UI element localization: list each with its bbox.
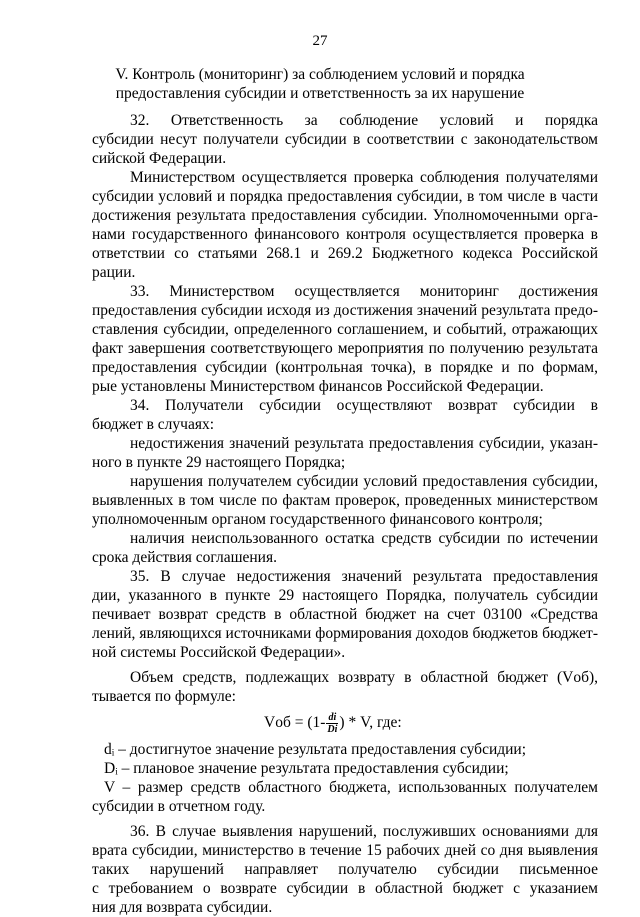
document-body xyxy=(92,111,598,917)
text-line: уполномоченным органом государственного финансового контроля; xyxy=(92,511,543,528)
text-line: ной системы Российской Федерации». xyxy=(92,644,346,661)
text-line: предоставления субсидии исходя из достижения значений результата предо- xyxy=(92,302,598,319)
formula-numerator: di xyxy=(326,712,338,724)
definition-line: V – размер средств областного бюджета, использованных получателем xyxy=(104,779,598,796)
section-title-line: предоставления субсидии и ответственность за их нарушение xyxy=(115,85,525,102)
text-line: врата субсидии, министерство в течение 15 рабочих дней со дня выявления xyxy=(92,842,598,859)
text-line: тывается по формуле: xyxy=(92,688,236,705)
text-line: рые установлены Министерством финансов Российской Федерации. xyxy=(92,378,544,395)
text-line: рации. xyxy=(92,264,136,281)
page-number: 27 xyxy=(312,33,328,49)
text-line: печивает возврат средств в областной бюджет на счет 03100 «Средства xyxy=(92,606,598,623)
text-line: ного в пункте 29 настоящего Порядка; xyxy=(92,454,346,471)
formula xyxy=(92,706,598,740)
text-line: ния для возврата субсидии. xyxy=(92,899,273,916)
text-line: бюджет в случаях: xyxy=(92,416,215,433)
text-line: 34. Получатели субсидии осуществляют возврат субсидии в xyxy=(130,397,598,414)
text-line: факт завершения соответствующего мероприятия по получению результата xyxy=(92,340,598,357)
text-line: нами государственного финансового контроля осуществляется проверка в xyxy=(92,226,598,243)
text-line: лений, являющихся источниками формирования доходов бюджетов бюджет- xyxy=(92,625,598,642)
text-line: субсидии несут получатели субсидии в соответствии с законодательством xyxy=(92,131,598,148)
definition-line: dᵢ – достигнутое значение результата предоставления субсидии; xyxy=(104,741,527,758)
text-line: срока действия соглашения. xyxy=(92,549,277,566)
formula-rhs: ) * V, где: xyxy=(339,714,402,731)
text-line: достижения результата предоставления субсидии. Уполномоченными орга- xyxy=(92,207,598,224)
text-line: ставления субсидии, определенного соглашением, и событий, отражающих xyxy=(92,321,598,338)
text-line: выявленных в том числе по фактам проверок, проведенных министерством xyxy=(92,492,598,509)
text-line: сийской Федерации. xyxy=(92,150,227,167)
text-line: недостижения значений результата предоставления субсидии, указан- xyxy=(130,435,598,452)
text-line: 32. Ответственность за соблюдение условий и порядка xyxy=(130,112,598,129)
text-line: с требованием о возврате субсидии в областной бюджет с указанием xyxy=(92,880,598,897)
formula-lhs: Vоб = (1- xyxy=(264,714,326,731)
text-line: предоставления субсидии (контрольная точка), в порядке и по формам, xyxy=(92,359,598,376)
text-line: таких нарушений направляет получателю субсидии письменное xyxy=(92,861,598,878)
text-line: нарушения получателем субсидии условий предоставления субсидии, xyxy=(130,473,598,490)
definition-line: Dᵢ – плановое значение результата предоставления субсидии; xyxy=(104,760,509,777)
definition-line: субсидии в отчетном году. xyxy=(92,798,266,815)
text-line: субсидии условий и порядка предоставления субсидии, в том числе в части xyxy=(92,188,598,205)
text-line: Объем средств, подлежащих возврату в областной бюджет (Vоб), xyxy=(130,669,598,686)
text-line: ответствии со статьями 268.1 и 269.2 Бюджетного кодекса Российской xyxy=(92,245,598,262)
formula-denominator: Di xyxy=(327,723,338,735)
text-line: дии, указанного в пункте 29 настоящего Порядка, получатель субсидии xyxy=(92,587,598,604)
text-line: 33. Министерством осуществляется мониторинг достижения xyxy=(130,283,598,300)
section-title-line: V. Контроль (мониторинг) за соблюдением условий и порядка xyxy=(115,66,525,83)
formula-fraction xyxy=(326,712,338,735)
text-line: 35. В случае недостижения значений результата предоставления xyxy=(130,568,598,585)
text-line: 36. В случае выявления нарушений, послуживших основаниями для xyxy=(130,823,598,840)
section-title xyxy=(60,65,580,103)
text-line: Министерством осуществляется проверка соблюдения получателями xyxy=(130,169,598,186)
text-line: наличия неиспользованного остатка средств субсидии по истечении xyxy=(130,530,598,547)
